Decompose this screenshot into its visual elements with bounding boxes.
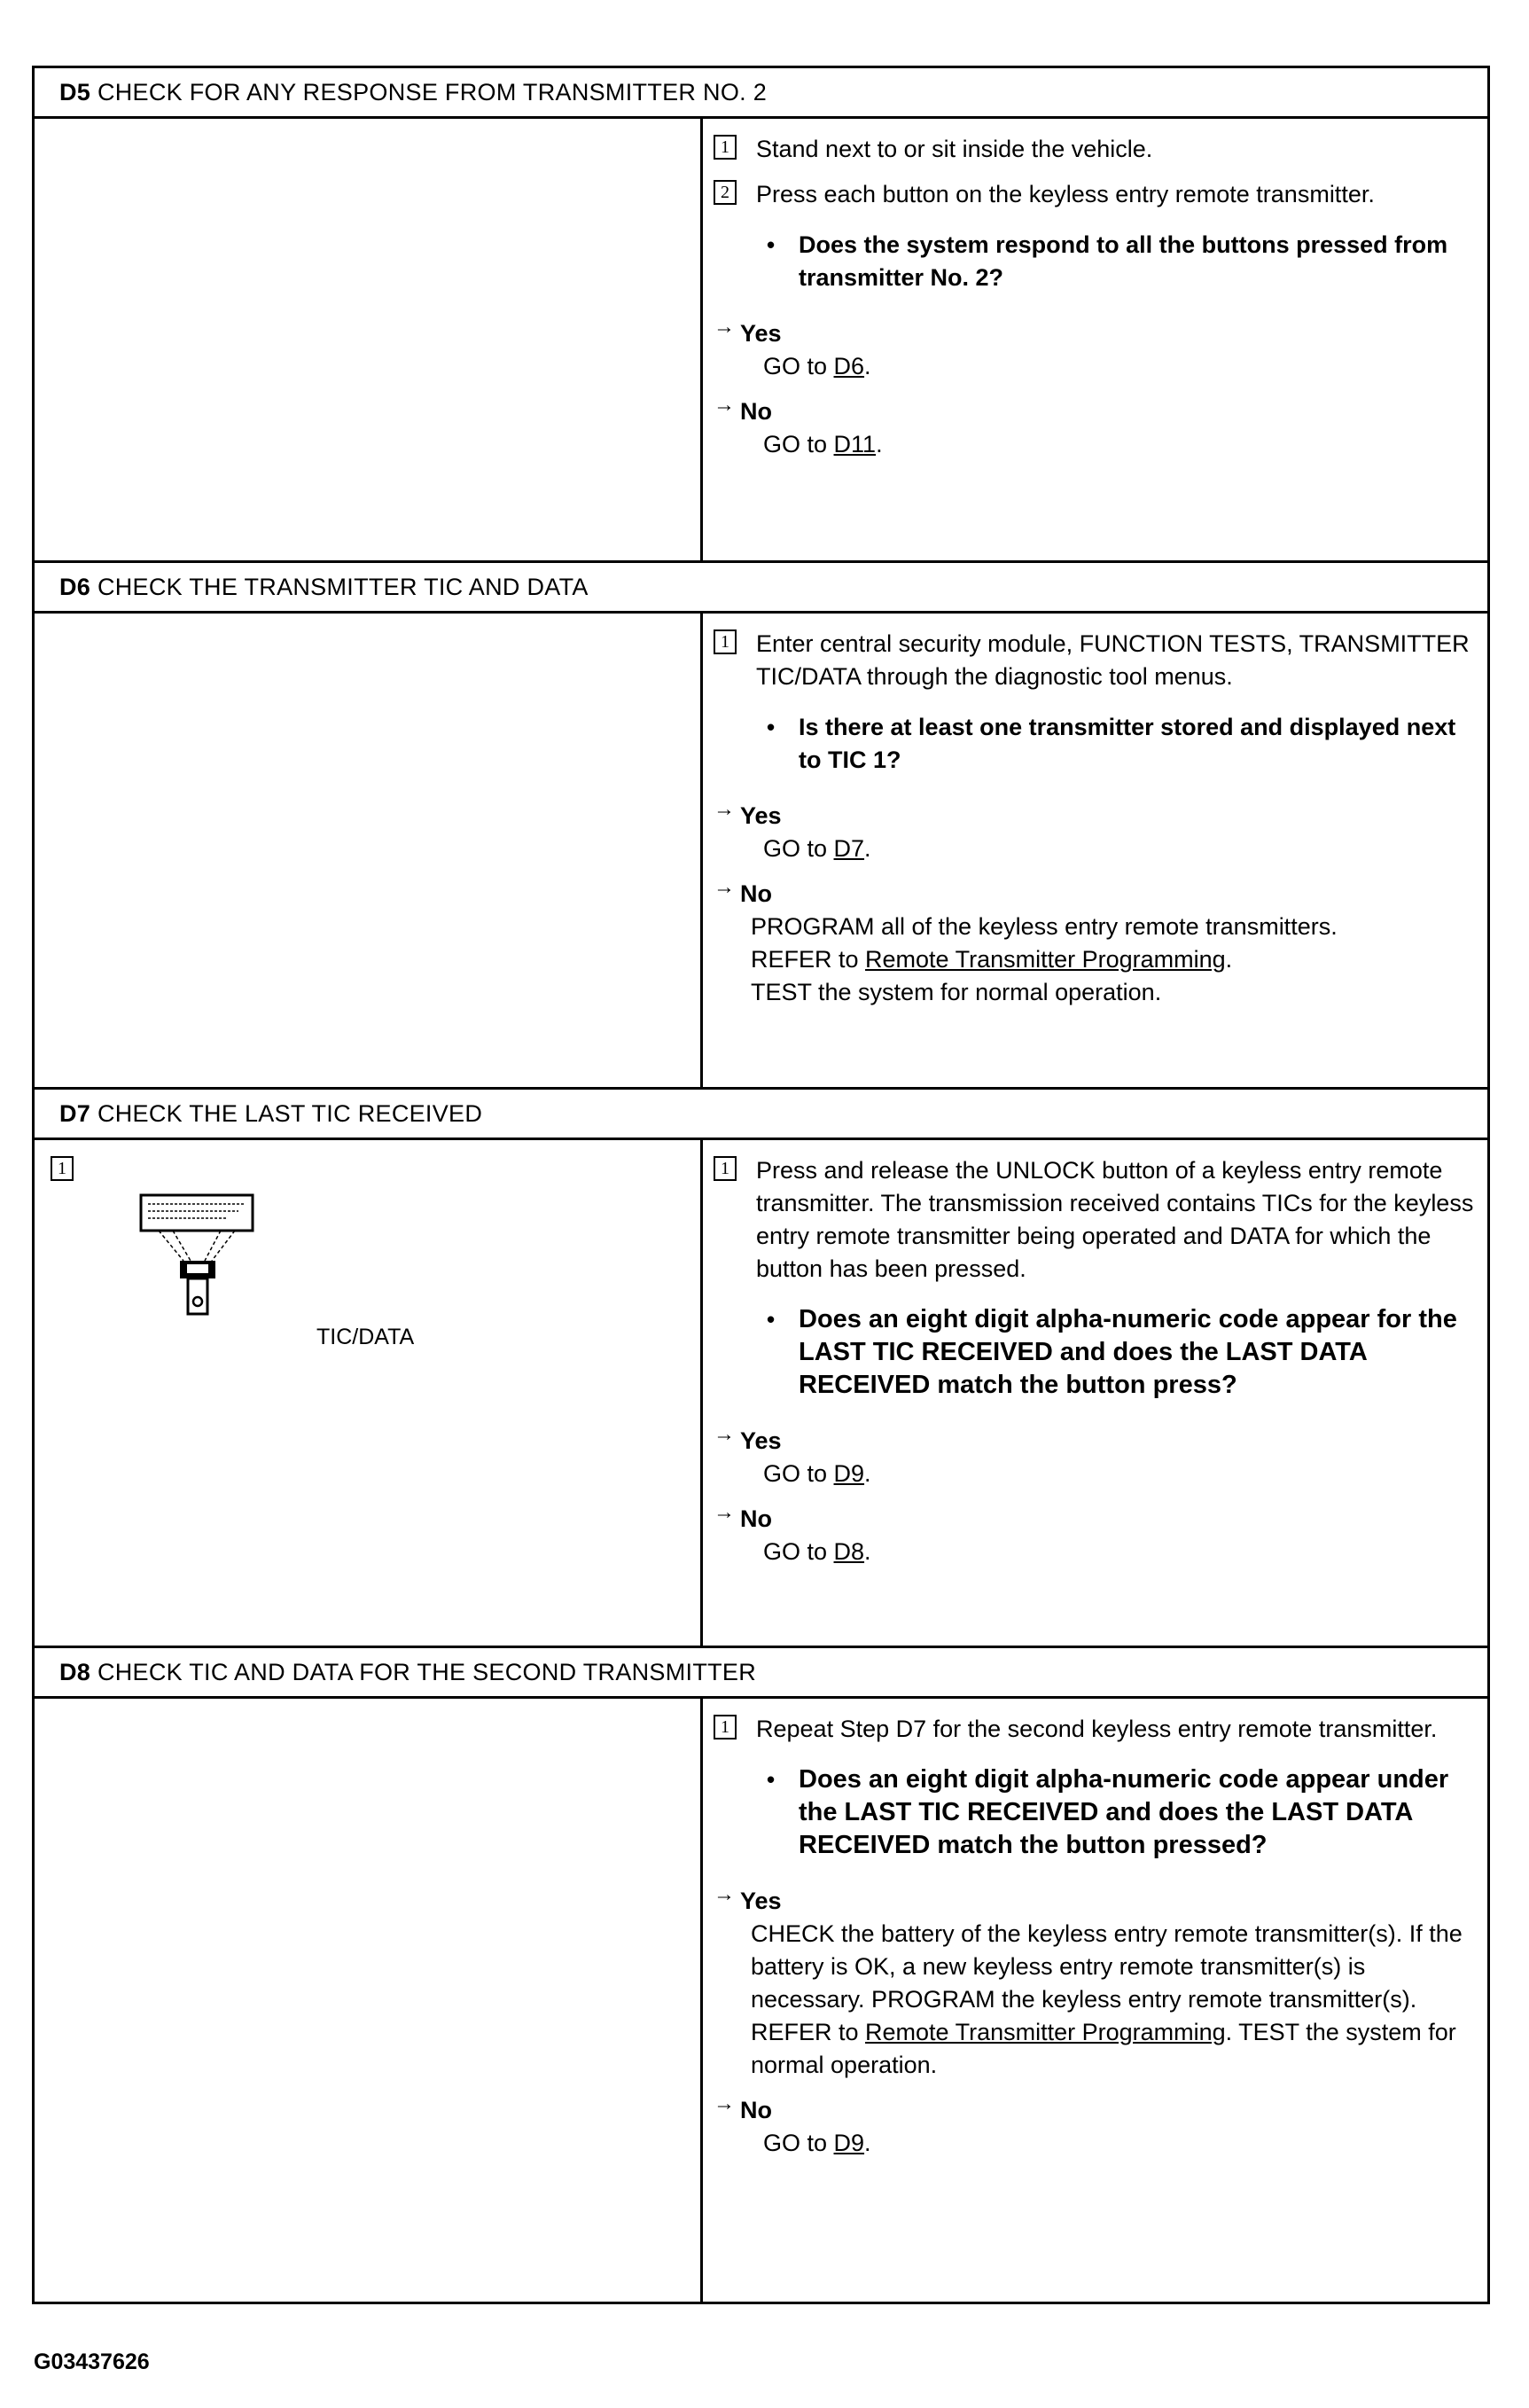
outcome-no bbox=[714, 1500, 1478, 1568]
outcome-suffix: . bbox=[864, 1460, 871, 1487]
outcome-suffix: . bbox=[1225, 946, 1233, 973]
outcome-text bbox=[714, 1918, 1478, 2082]
bullet-icon: • bbox=[767, 1766, 776, 1793]
question-text: Does the system respond to all the buttons pressed from transmitter No. 2? bbox=[799, 231, 1448, 291]
step-code: D8 bbox=[59, 1659, 91, 1685]
step-item bbox=[714, 1713, 1478, 1746]
outcome-prefix: REFER to bbox=[751, 946, 866, 973]
figure-number-box: 1 bbox=[51, 1156, 74, 1181]
outcome-line bbox=[751, 943, 1478, 976]
step-title: CHECK THE LAST TIC RECEIVED bbox=[97, 1100, 483, 1127]
arrow-icon: → bbox=[714, 393, 735, 417]
step-number-box: 1 bbox=[714, 135, 737, 160]
section-header bbox=[35, 1090, 1487, 1140]
step-title: CHECK THE TRANSMITTER TIC AND DATA bbox=[97, 574, 589, 600]
section-d8 bbox=[35, 1648, 1487, 2302]
outcome-label: Yes bbox=[740, 1888, 782, 1914]
outcome-prefix: GO to bbox=[763, 353, 834, 379]
outcome-text bbox=[714, 1536, 1478, 1568]
outcome-text bbox=[714, 1458, 1478, 1490]
question bbox=[767, 711, 1478, 777]
outcome-label: No bbox=[740, 880, 772, 907]
section-body bbox=[35, 1140, 1487, 1648]
step-item bbox=[714, 178, 1478, 211]
outcome-text bbox=[714, 350, 1478, 383]
diagnostic-tool-icon bbox=[105, 1188, 265, 1321]
outcome-suffix: . TEST the system for normal operation. bbox=[751, 2019, 1456, 2078]
outcome-suffix: . bbox=[864, 2130, 871, 2156]
illustration-area bbox=[35, 1140, 703, 1646]
outcome-label: Yes bbox=[740, 320, 782, 347]
illustration-area bbox=[35, 119, 703, 560]
step-text: Press each button on the keyless entry remote transmitter. bbox=[756, 181, 1375, 207]
section-d5 bbox=[35, 68, 1487, 563]
outcome-label: Yes bbox=[740, 802, 782, 829]
section-body bbox=[35, 1699, 1487, 2302]
question-text: Is there at least one transmitter stored and displayed next to TIC 1? bbox=[799, 714, 1456, 773]
arrow-icon: → bbox=[714, 797, 735, 821]
goto-link-d11[interactable]: D11 bbox=[833, 431, 877, 457]
section-header bbox=[35, 1648, 1487, 1699]
section-body bbox=[35, 614, 1487, 1090]
outcome-yes bbox=[714, 1422, 1478, 1490]
outcome-yes bbox=[714, 797, 1478, 865]
outcome-no bbox=[714, 875, 1478, 1009]
outcome-label: Yes bbox=[740, 1427, 782, 1454]
step-code: D5 bbox=[59, 79, 91, 106]
outcome-text bbox=[714, 2127, 1478, 2160]
outcome-suffix: . bbox=[864, 1538, 871, 1565]
instructions bbox=[703, 614, 1487, 1087]
question bbox=[767, 1763, 1478, 1862]
outcome-label: No bbox=[740, 2097, 772, 2123]
bullet-icon: • bbox=[767, 1306, 776, 1333]
diagnostic-procedure-table bbox=[32, 66, 1490, 2304]
step-number-box: 1 bbox=[714, 1715, 737, 1740]
question bbox=[767, 1303, 1478, 1402]
step-text: Press and release the UNLOCK button of a keyless entry remote transmitter. The transmission received contains TICs for the keyless entry remote transmitter being operated and DATA for which the button has been pressed. bbox=[756, 1157, 1474, 1282]
goto-link-d9[interactable]: D9 bbox=[833, 1460, 865, 1487]
section-body bbox=[35, 119, 1487, 563]
section-header bbox=[35, 68, 1487, 119]
step-item bbox=[714, 628, 1478, 693]
step-item bbox=[714, 1154, 1478, 1286]
outcome-line: TEST the system for normal operation. bbox=[751, 979, 1162, 1005]
outcome-prefix: GO to bbox=[763, 1538, 834, 1565]
remote-transmitter-programming-link[interactable]: Remote Transmitter Programming bbox=[865, 2019, 1226, 2045]
section-header bbox=[35, 563, 1487, 614]
step-code: D6 bbox=[59, 574, 91, 600]
outcome-suffix: . bbox=[864, 835, 871, 862]
goto-link-d8[interactable]: D8 bbox=[833, 1538, 865, 1565]
outcome-text bbox=[714, 833, 1478, 865]
outcome-label: No bbox=[740, 1505, 772, 1532]
goto-link-d6[interactable]: D6 bbox=[833, 353, 865, 379]
outcome-prefix: CHECK the battery of the keyless entry remote transmitter(s). If the battery is OK, a new keyless entry remote transmitter(s) is necessary. PROGRAM the keyless entry remote transmitter(s). REFER to bbox=[751, 1920, 1463, 2045]
outcome-label: No bbox=[740, 398, 772, 425]
section-d6 bbox=[35, 563, 1487, 1090]
outcome-no bbox=[714, 395, 1478, 461]
step-text: Enter central security module, FUNCTION TESTS, TRANSMITTER TIC/DATA through the diagnostic tool menus. bbox=[756, 630, 1470, 690]
outcome-suffix: . bbox=[864, 353, 871, 379]
arrow-icon: → bbox=[714, 1882, 735, 1906]
step-text: Stand next to or sit inside the vehicle. bbox=[756, 136, 1153, 162]
step-title: CHECK FOR ANY RESPONSE FROM TRANSMITTER NO. 2 bbox=[97, 79, 768, 106]
figure-caption: TIC/DATA bbox=[316, 1325, 415, 1349]
outcome-prefix: GO to bbox=[763, 1460, 834, 1487]
outcome-text bbox=[714, 428, 1478, 461]
illustration-area bbox=[35, 614, 703, 1087]
figure-id: G03437626 bbox=[34, 2349, 150, 2374]
outcome-prefix: GO to bbox=[763, 2130, 834, 2156]
bullet-icon: • bbox=[767, 231, 776, 258]
outcome-text bbox=[714, 911, 1478, 1009]
section-d7 bbox=[35, 1090, 1487, 1648]
instructions bbox=[703, 1140, 1487, 1646]
outcome-yes bbox=[714, 1882, 1478, 2082]
outcome-prefix: GO to bbox=[763, 431, 834, 457]
arrow-icon: → bbox=[714, 2091, 735, 2115]
step-number-box: 1 bbox=[714, 629, 737, 654]
outcome-line: PROGRAM all of the keyless entry remote transmitters. bbox=[751, 913, 1338, 940]
arrow-icon: → bbox=[714, 875, 735, 899]
step-title: CHECK TIC AND DATA FOR THE SECOND TRANSMITTER bbox=[97, 1659, 757, 1685]
bullet-icon: • bbox=[767, 714, 776, 740]
step-item bbox=[714, 133, 1478, 166]
outcome-suffix: . bbox=[876, 431, 883, 457]
outcome-no bbox=[714, 2091, 1478, 2160]
step-number-box: 2 bbox=[714, 180, 737, 205]
arrow-icon: → bbox=[714, 1422, 735, 1446]
goto-link-d7[interactable]: D7 bbox=[833, 835, 865, 862]
question-text: Does an eight digit alpha-numeric code appear under the LAST TIC RECEIVED and does the LAST DATA RECEIVED match the button pressed? bbox=[799, 1765, 1449, 1859]
step-code: D7 bbox=[59, 1100, 91, 1127]
instructions bbox=[703, 119, 1487, 560]
outcome-prefix: GO to bbox=[763, 835, 834, 862]
arrow-icon: → bbox=[714, 1500, 735, 1524]
arrow-icon: → bbox=[714, 315, 735, 339]
illustration-area bbox=[35, 1699, 703, 2302]
remote-transmitter-programming-link[interactable]: Remote Transmitter Programming bbox=[865, 946, 1226, 973]
instructions bbox=[703, 1699, 1487, 2302]
question-text: Does an eight digit alpha-numeric code appear for the LAST TIC RECEIVED and does the LAST DATA RECEIVED match the button press? bbox=[799, 1305, 1457, 1399]
question bbox=[767, 229, 1478, 294]
outcome-yes bbox=[714, 317, 1478, 383]
goto-link-d9[interactable]: D9 bbox=[833, 2130, 865, 2156]
step-text: Repeat Step D7 for the second keyless entry remote transmitter. bbox=[756, 1716, 1438, 1742]
step-number-box: 1 bbox=[714, 1156, 737, 1181]
